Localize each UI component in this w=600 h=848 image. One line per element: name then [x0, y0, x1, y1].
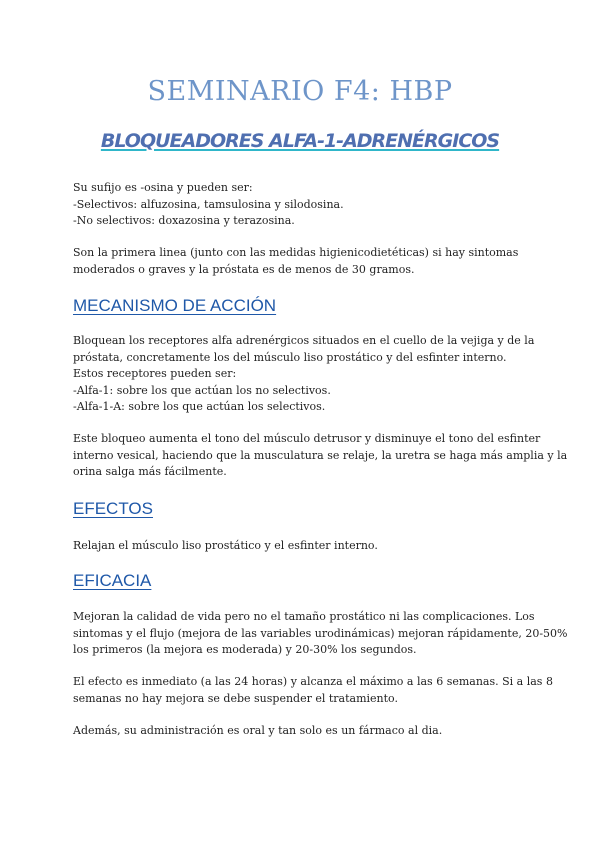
text-line: sintomas y el flujo (mejora de las variables urodinámicas) mejoran rápidamente, 20-50% — [73, 626, 568, 640]
text-line: Mejoran la calidad de vida pero no el tamaño prostático ni las complicaciones. Los — [73, 610, 535, 623]
page-subtitle: BLOQUEADORES ALFA-1-ADRENÉRGICOS — [100, 130, 500, 152]
first-line-paragraph — [73, 245, 533, 278]
section-heading-mecanismo: MECANISMO DE ACCIÓN — [73, 296, 277, 315]
text-line: Relajan el músculo liso prostático y el esfinter interno. — [73, 539, 378, 552]
section-heading-efectos: EFECTOS — [73, 499, 153, 518]
eficacia-paragraph-1 — [73, 609, 568, 659]
mecanismo-paragraph-1 — [73, 333, 533, 416]
text-line: próstata, concretamente los del músculo liso prostático y del esfinter interno. — [73, 350, 507, 364]
page-title: SEMINARIO F4: HBP — [147, 76, 453, 107]
text-line: Estos receptores pueden ser: — [73, 367, 237, 380]
text-line: -Selectivos: alfuzosina, tamsulosina y silodosina. — [73, 197, 344, 211]
text-line: Son la primera linea (junto con las medidas higienicodietéticas) si hay sintomas — [73, 246, 519, 259]
text-line: Este bloqueo aumenta el tono del músculo detrusor y disminuye el tono del esfinter — [73, 432, 541, 445]
section-heading-eficacia: EFICACIA — [73, 571, 152, 590]
text-line: Además, su administración es oral y tan solo es un fármaco al dia. — [73, 724, 443, 737]
text-line: interno vesical, haciendo que la musculatura se relaje, la uretra se haga más amplia y la — [73, 448, 568, 462]
text-line: -Alfa-1-A: sobre los que actúan los selectivos. — [73, 400, 326, 413]
text-line: Bloquean los receptores alfa adrenérgicos situados en el cuello de la vejiga y de la — [73, 334, 535, 347]
text-line: orina salga más fácilmente. — [73, 465, 227, 478]
text-line: El efecto es inmediato (a las 24 horas) y alcanza el máximo a las 6 semanas. Si a las 8 — [73, 675, 553, 688]
text-line: -Alfa-1: sobre los que actúan los no selectivos. — [73, 383, 331, 397]
text-line: moderados o graves y la próstata es de menos de 30 gramos. — [73, 262, 415, 276]
text-line: los primeros (la mejora es moderada) y 20-30% los segundos. — [73, 643, 417, 656]
text-line: semanas no hay mejora se debe suspender el tratamiento. — [73, 691, 398, 705]
intro-paragraph — [73, 180, 533, 230]
text-line: -No selectivos: doxazosina y terazosina. — [73, 214, 295, 227]
eficacia-paragraph-2 — [73, 674, 553, 707]
efectos-paragraph — [73, 538, 533, 555]
eficacia-paragraph-3 — [73, 723, 533, 740]
text-line: Su sufijo es -osina y pueden ser: — [73, 181, 253, 194]
mecanismo-paragraph-2 — [73, 431, 568, 481]
